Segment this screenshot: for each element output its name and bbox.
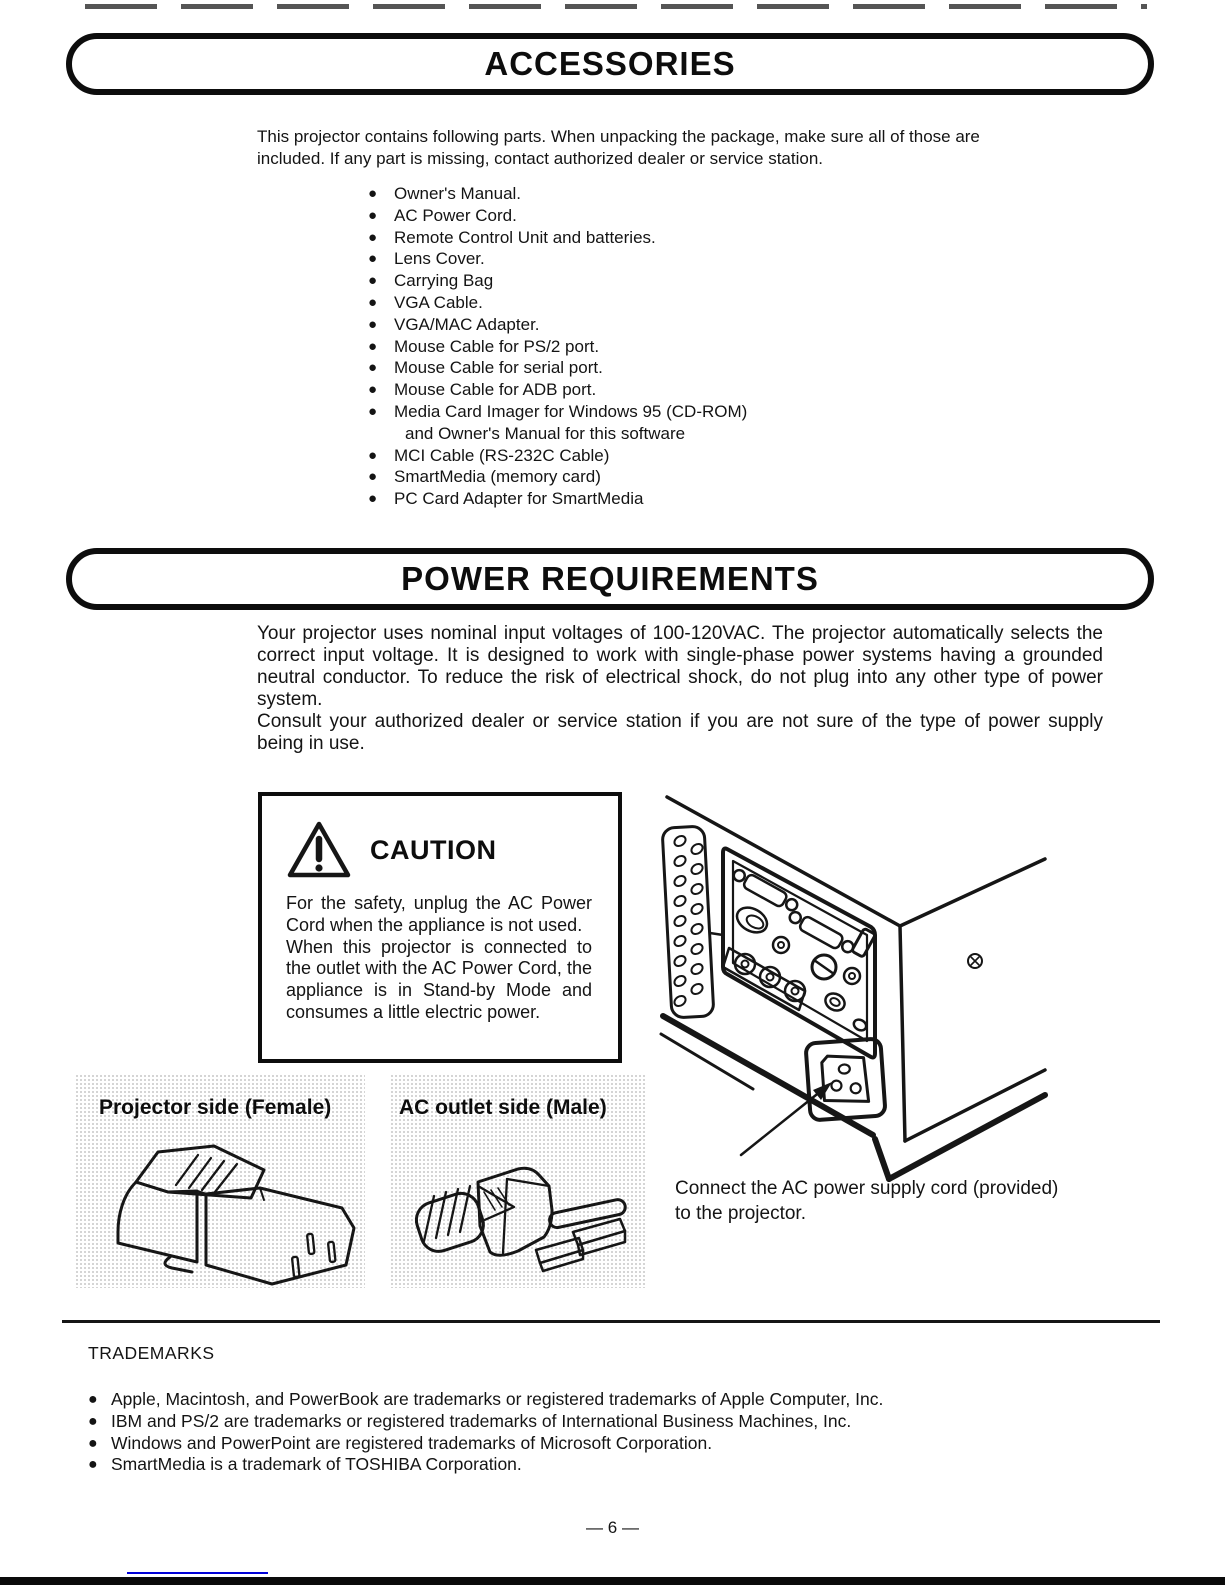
warning-triangle-icon (286, 820, 352, 880)
list-item-label: VGA/MAC Adapter. (394, 314, 540, 334)
list-item (368, 205, 747, 227)
list-item-label: Owner's Manual. (394, 184, 522, 203)
scan-edge-noise (85, 4, 1147, 9)
bullet-icon: ● (368, 337, 378, 355)
trademarks-heading: TRADEMARKS (88, 1343, 215, 1363)
connect-cord-note: Connect the AC power supply cord (provided) to the projector. (675, 1178, 1059, 1224)
power-paragraph-2: Consult your authorized dealer or service station if you are not sure of the type of power supply being in use. (257, 711, 1103, 754)
bullet-icon: ● (368, 293, 378, 311)
list-item-label: MCI Cable (RS-232C Cable) (394, 445, 610, 465)
trademark-item-label: IBM and PS/2 are trademarks or registered trademarks of International Business Machines, Inc. (111, 1410, 852, 1431)
list-item-label: Mouse Cable for PS/2 port. (394, 336, 600, 356)
trademark-item (88, 1433, 883, 1455)
list-item (368, 488, 747, 510)
caution-text (286, 893, 592, 1024)
bullet-icon: ● (368, 206, 378, 224)
trademark-item-label: Windows and PowerPoint are registered trademarks of Microsoft Corporation. (111, 1432, 713, 1453)
power-requirements-text (257, 623, 1103, 755)
bullet-icon: ● (368, 272, 378, 290)
bullet-icon: ● (368, 468, 378, 486)
bullet-icon: ● (368, 315, 378, 333)
bullet-icon: ● (88, 1456, 98, 1474)
bullet-icon: ● (88, 1412, 98, 1430)
accessories-header-box (66, 33, 1154, 95)
trademarks-list (88, 1389, 883, 1476)
power-requirements-header-box (66, 548, 1154, 610)
bullet-icon: ● (368, 446, 378, 464)
list-item-label: VGA Cable. (394, 292, 483, 312)
list-item-label: Mouse Cable for ADB port. (394, 380, 597, 400)
list-item (368, 466, 747, 488)
list-item (368, 357, 747, 379)
power-requirements-title: POWER REQUIREMENTS (401, 560, 819, 597)
list-item (368, 445, 747, 467)
projector-rear-illustration (653, 783, 1048, 1188)
caution-header (286, 820, 592, 880)
trademark-item (88, 1411, 883, 1433)
list-item-label: Remote Control Unit and batteries. (394, 227, 656, 247)
list-item (368, 314, 747, 336)
bullet-icon: ● (88, 1434, 98, 1452)
bullet-icon: ● (368, 185, 378, 202)
trademark-item (88, 1389, 883, 1411)
power-paragraph-1: Your projector uses nominal input voltages of 100-120VAC. The projector automatically selects the correct input voltage. It is designed to work with single-phase power systems having a grounded neutral conductor. To reduce the risk of electrical shock, do not plug into any other type of power system. (257, 623, 1103, 710)
bullet-icon: ● (88, 1391, 98, 1408)
list-item-label: PC Card Adapter for SmartMedia (394, 489, 644, 509)
trademark-item (88, 1454, 883, 1476)
accessories-list (368, 183, 747, 510)
female-connector-illustration (110, 1136, 358, 1296)
list-item (368, 270, 747, 292)
bullet-icon: ● (368, 228, 378, 246)
list-item-label: Carrying Bag (394, 271, 494, 291)
caution-paragraph-2: When this projector is connected to the outlet with the AC Power Cord, the appliance is in Stand-by Mode and consumes a little electric power. (286, 936, 592, 1022)
list-item-label: Media Card Imager for Windows 95 (CD-ROM) (394, 401, 748, 421)
list-item (368, 183, 747, 205)
list-item-label: SmartMedia (memory card) (394, 467, 601, 487)
bullet-icon: ● (368, 381, 378, 399)
list-item (368, 401, 747, 423)
bullet-icon: ● (368, 359, 378, 377)
male-plug-illustration (398, 1146, 638, 1281)
list-item-label: Lens Cover. (394, 249, 485, 269)
bullet-icon: ● (368, 490, 378, 508)
bullet-icon: ● (368, 402, 378, 420)
list-item (368, 227, 747, 249)
blue-underline-mark (127, 1572, 268, 1574)
list-item (368, 292, 747, 314)
list-item-continuation: and Owner's Manual for this software (405, 423, 686, 443)
caution-paragraph-1: For the safety, unplug the AC Power Cord when the appliance is not used. (286, 893, 592, 935)
caution-box (258, 792, 622, 1063)
trademark-item-label: Apple, Macintosh, and PowerBook are trademarks or registered trademarks of Apple Computer, Inc. (111, 1389, 884, 1409)
scan-edge-bar (0, 1577, 1225, 1585)
caution-heading: CAUTION (370, 834, 497, 865)
bullet-icon: ● (368, 250, 378, 268)
page-number: — 6 — (586, 1518, 639, 1537)
accessories-intro: This projector contains following parts. When unpacking the package, make sure all of those are included. If any part is missing, contact authorized dealer or service station. (257, 127, 980, 168)
trademark-item-label: SmartMedia is a trademark of TOSHIBA Corporation. (111, 1454, 522, 1475)
accessories-title: ACCESSORIES (484, 45, 736, 82)
section-divider (62, 1320, 1160, 1323)
female-connector-label: Projector side (Female) (99, 1096, 332, 1119)
list-item-label: Mouse Cable for serial port. (394, 358, 603, 378)
list-item (368, 379, 747, 401)
male-connector-label: AC outlet side (Male) (399, 1096, 607, 1119)
list-item (368, 248, 747, 270)
list-item-label: AC Power Cord. (394, 205, 517, 225)
list-item (368, 336, 747, 358)
